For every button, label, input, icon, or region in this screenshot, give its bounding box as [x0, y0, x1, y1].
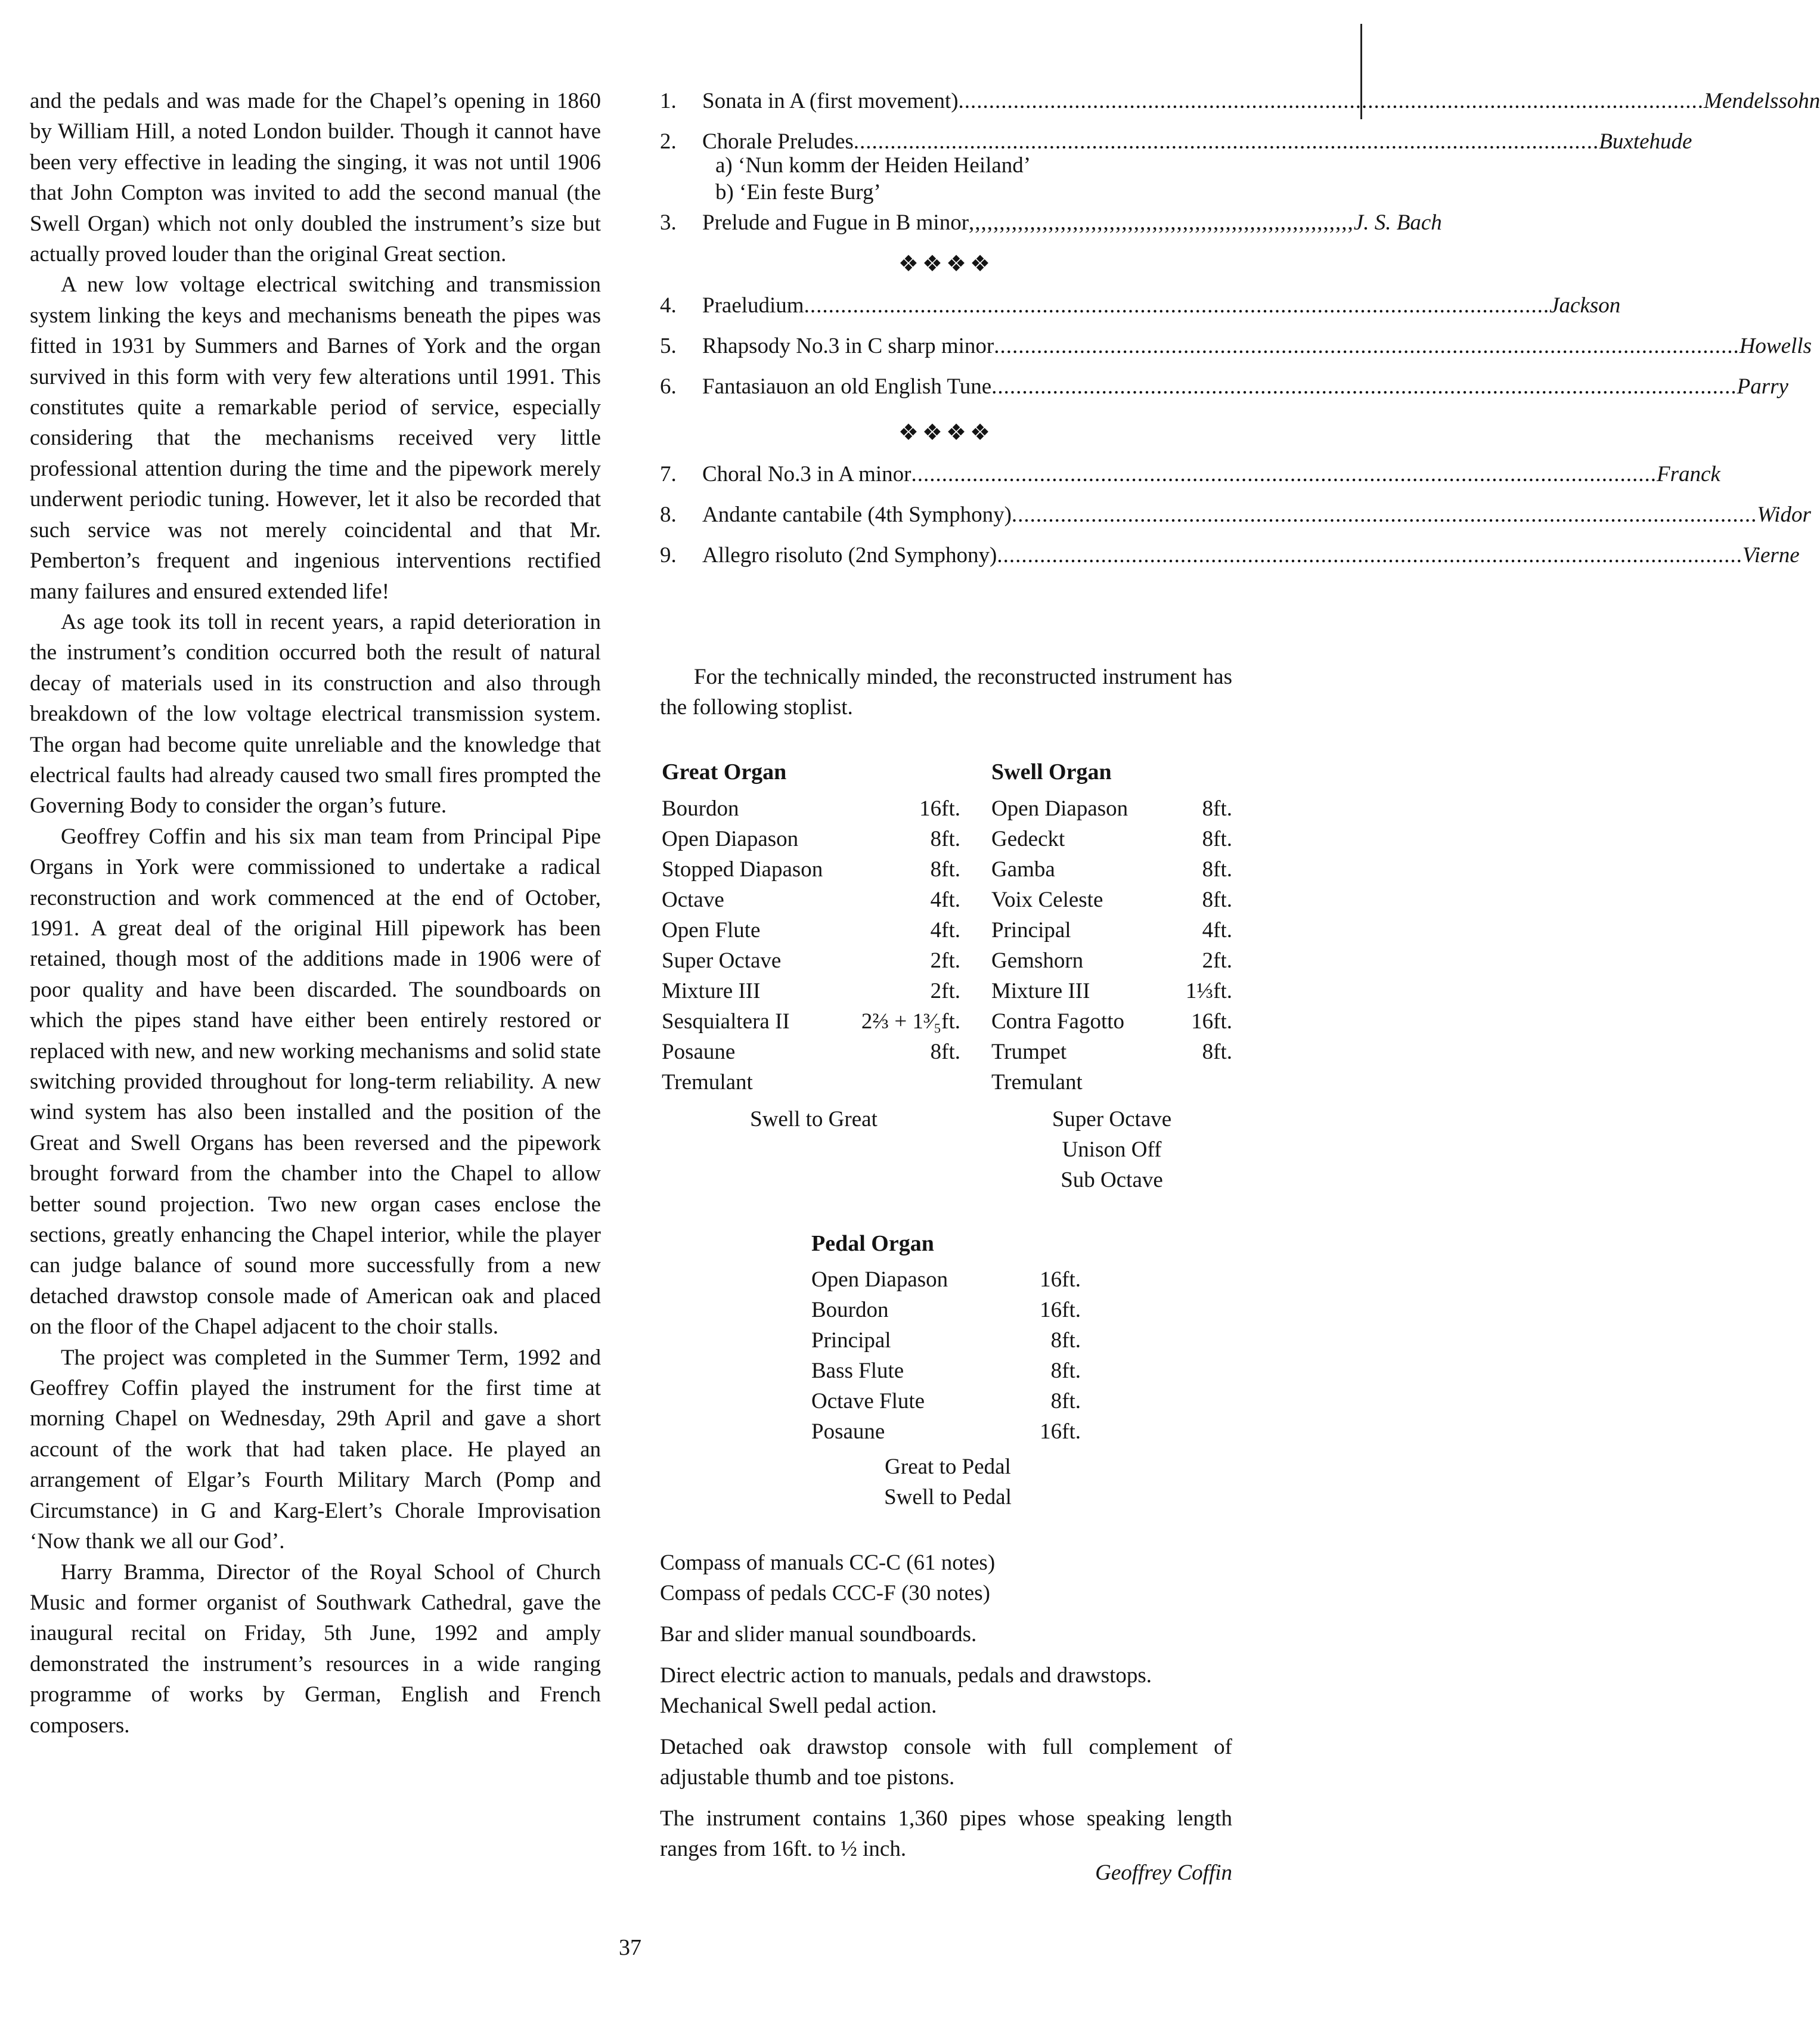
stop-row — [811, 1416, 1081, 1447]
paragraph-2: A new low voltage electrical switching and transmission system linking the keys and mechanisms beneath the pipes was fitted in 1931 by Summers and Barnes of York and the organ survived in this form with very few alterations until 1991. This constitutes quite a remarkable period of service, especially considering that the mechanisms received very little professional attention during the time and the pipework merely underwent periodic tuning. However, let it also be recorded that such service was not merely coincidental and that Mr. Pemberton’s frequent and ingenious interventions rectified many failures and ensured extended life! — [30, 272, 601, 604]
stop-row — [662, 885, 960, 915]
stop-name: Posaune — [811, 1419, 885, 1444]
stop-name: Posaune — [662, 1040, 736, 1064]
action-mechanical: Mechanical Swell pedal action. — [660, 1694, 937, 1718]
stop-size: 4ft. — [930, 918, 960, 943]
stop-row — [991, 793, 1232, 824]
composer: J. S. Bach — [1353, 210, 1442, 235]
stop-name: Gamba — [991, 857, 1055, 882]
section-ornament: ❖❖❖❖ — [898, 252, 994, 277]
compass-manuals: Compass of manuals CC-C (61 notes) — [660, 1551, 996, 1575]
stop-name: Open Flute — [662, 918, 761, 943]
stop-size: 8ft. — [930, 1040, 960, 1064]
programme-item: 7. Choral No.3 in A minor .......................................................................................................................... Franck — [660, 459, 1232, 489]
stop-name: Bass Flute — [811, 1359, 904, 1383]
action-electric: Direct electric action to manuals, pedals and drawstops. — [660, 1663, 1152, 1688]
item-number: 1. — [660, 89, 677, 113]
author-signature: Geoffrey Coffin — [1095, 1861, 1232, 1885]
stop-row — [991, 945, 1232, 976]
stop-row — [811, 1325, 1081, 1356]
coupler: Great to Pedal — [885, 1455, 1011, 1479]
composer: Jackson — [1549, 293, 1621, 318]
compass-block — [660, 1548, 1232, 1608]
stoplist-intro: For the technically minded, the reconstructed instrument has the following stoplist. — [660, 665, 1232, 720]
coupler: Sub Octave — [1061, 1168, 1163, 1192]
stop-size: 2⅔ + 1³⁄₅ft. — [861, 1009, 960, 1034]
stop-row — [991, 1006, 1232, 1037]
sub-piece: a) ‘Nun komm der Heiden Heiland’ — [715, 153, 1031, 178]
stop-name: Mixture III — [662, 979, 761, 1003]
stop-name: Principal — [991, 918, 1071, 943]
stop-name: Octave Flute — [811, 1389, 925, 1413]
stop-row — [662, 976, 960, 1006]
programme-item: 8. Andante cantabile (4th Symphony) .......................................................................................................................... Widor — [660, 500, 1232, 530]
programme-item: 4. Praeludium .......................................................................................................................... Jackson — [660, 290, 1232, 321]
item-number: 2. — [660, 129, 677, 154]
great-organ-heading: Great Organ — [662, 759, 787, 785]
paragraph-3: As age took its toll in recent years, a rapid deterioration in the instrument’s condition occurred both the result of natural decay of materials used in its construction and also through breakdown of the low voltage electrical transmission system. The organ had become quite unreliable and the knowledge that electrical faults had already caused two small fires prompted the Governing Body to consider the organ’s future. — [30, 609, 601, 819]
item-number: 4. — [660, 293, 677, 318]
paragraph-6: Harry Bramma, Director of the Royal School of Church Music and former organist of Southwark Cathedral, gave the inaugural recital on Friday, 5th June, 1992 and amply demonstrated the instrument’s resources in a wide ranging programme of works by German, English and French composers. — [30, 1560, 601, 1738]
item-number: 9. — [660, 543, 677, 568]
stop-size: 16ft. — [919, 796, 960, 821]
composer: Widor — [1757, 503, 1811, 527]
stop-size: 16ft. — [1191, 1009, 1232, 1034]
programme-item: 2. Chorale Preludes .......................................................................................................................... Buxtehude a) ‘Nun komm der Heiden Heiland’ b) ‘Ein feste Burg’ — [660, 126, 1232, 207]
stop-size: 16ft. — [1040, 1298, 1081, 1322]
stop-row — [662, 1067, 960, 1097]
stop-name: Sesquialtera II — [662, 1009, 790, 1034]
item-number: 5. — [660, 334, 677, 358]
pedal-couplers — [847, 1452, 1049, 1512]
compass-pedals: Compass of pedals CCC-F (30 notes) — [660, 1581, 990, 1605]
programme-item: 1. Sonata in A (first movement) .......................................................................................................................... Mendelssohn — [660, 86, 1232, 116]
composer: Buxtehude — [1599, 129, 1692, 154]
stop-row — [811, 1386, 1081, 1416]
organ-specifications — [660, 1548, 1232, 1875]
composer: Parry — [1737, 374, 1788, 399]
stop-row — [811, 1295, 1081, 1325]
stop-name: Stopped Diapason — [662, 857, 823, 882]
coupler: Swell to Pedal — [884, 1485, 1012, 1509]
stop-size: 2ft. — [1202, 948, 1232, 973]
stop-name: Octave — [662, 888, 724, 912]
article-left-column — [30, 86, 601, 1741]
programme-item: 3. Prelude and Fugue in B minor ,,,,,,,,,,,,,,,,,,,,,,,,,,,,,,,,,,,,,,,,,,,,,,,,,,,,,,,,,,,,,,, J. S. Bach — [660, 207, 1232, 238]
stop-size: 2ft. — [930, 979, 960, 1003]
stop-row — [991, 1037, 1232, 1067]
stop-name: Bourdon — [662, 796, 739, 821]
great-couplers — [703, 1104, 924, 1134]
item-number: 8. — [660, 503, 677, 527]
stop-name: Open Diapason — [662, 827, 799, 851]
stop-size: 8ft. — [930, 857, 960, 882]
piece-title: Andante cantabile (4th Symphony) — [702, 503, 1012, 527]
stop-name: Voix Celeste — [991, 888, 1103, 912]
stop-size: 8ft. — [930, 827, 960, 851]
piece-title: Allegro risoluto (2nd Symphony) — [702, 543, 997, 568]
stop-size: 8ft. — [1050, 1389, 1081, 1413]
stop-name: Tremulant — [662, 1070, 753, 1095]
stop-size: 1⅓ft. — [1185, 979, 1232, 1003]
stop-row — [662, 1037, 960, 1067]
stop-row — [662, 854, 960, 885]
stop-row — [991, 1067, 1232, 1097]
paragraph-1: and the pedals and was made for the Chapel’s opening in 1860 by William Hill, a noted London builder. Though it cannot have been very effective in leading the singing, it was not until 1906 that John Compton was invited to add the second manual (the Swell Organ) which not only doubled the instrument’s size but actually proved louder than the original Great section. — [30, 89, 601, 267]
composer: Mendelssohn — [1704, 89, 1820, 113]
swell-organ-heading: Swell Organ — [991, 759, 1112, 785]
pedal-organ-heading: Pedal Organ — [811, 1231, 934, 1256]
coupler: Swell to Great — [750, 1107, 878, 1131]
stop-row — [662, 915, 960, 945]
stop-row — [991, 824, 1232, 854]
piece-title: Prelude and Fugue in B minor — [702, 210, 969, 235]
stop-row — [662, 1006, 960, 1037]
stop-row — [991, 976, 1232, 1006]
item-number: 6. — [660, 374, 677, 399]
console-description: Detached oak drawstop console with full complement of adjustable thumb and toe pistons. — [660, 1735, 1232, 1790]
action-block — [660, 1660, 1232, 1721]
piece-title: Praeludium — [702, 293, 804, 318]
item-number: 7. — [660, 462, 677, 486]
composer: Howells — [1739, 334, 1812, 358]
soundboards: Bar and slider manual soundboards. — [660, 1622, 977, 1647]
paragraph-4: Geoffrey Coffin and his six man team from Principal Pipe Organs in York were commissioned to undertake a radical reconstruction and work commenced at the end of October, 1991. A great deal of the original Hill pipework has been retained, though most of the additions made in 1906 were of poor quality and have been discarded. The soundboards on which the pipes stand have either been entirely restored or replaced with new, and new working mechanisms and solid state switching provided throughout for long-term reliability. A new wind system has also been installed and the position of the Great and Swell Organs has been reversed and the pipework brought forward from the chamber into the Chapel to allow better sound projection. Two new organ cases enclose the sections, greatly enhancing the Chapel interior, while the player can judge balance of sound more successfully from a new detached drawstop console made of American oak and placed on the floor of the Chapel adjacent to the choir stalls. — [30, 824, 601, 1340]
stop-name: Gedeckt — [991, 827, 1065, 851]
stop-row — [811, 1264, 1081, 1295]
stop-row — [662, 824, 960, 854]
stop-name: Contra Fagotto — [991, 1009, 1125, 1034]
stop-name: Gemshorn — [991, 948, 1084, 973]
composer: Vierne — [1742, 543, 1800, 568]
stop-name: Mixture III — [991, 979, 1090, 1003]
stop-row — [991, 885, 1232, 915]
recital-programme — [660, 86, 1820, 571]
stop-name: Open Diapason — [991, 796, 1128, 821]
stop-row — [662, 945, 960, 976]
stop-name: Bourdon — [811, 1298, 889, 1322]
stop-row — [662, 793, 960, 824]
stop-name: Super Octave — [662, 948, 782, 973]
stop-size: 8ft. — [1050, 1359, 1081, 1383]
stop-row — [811, 1356, 1081, 1386]
sub-piece: b) ‘Ein feste Burg’ — [715, 180, 881, 204]
stop-size: 2ft. — [930, 948, 960, 973]
stop-size: 4ft. — [930, 888, 960, 912]
stop-row — [991, 854, 1232, 885]
stop-size: 4ft. — [1202, 918, 1232, 943]
piece-title: Chorale Preludes — [702, 129, 854, 154]
pipe-count: The instrument contains 1,360 pipes whose speaking length ranges from 16ft. to ½ inch. — [660, 1806, 1232, 1861]
programme-item: 6. Fantasiauon an old English Tune .......................................................................................................................... Parry — [660, 371, 1232, 402]
section-ornament: ❖❖❖❖ — [898, 420, 994, 445]
coupler: Unison Off — [1062, 1137, 1162, 1162]
stop-size: 8ft. — [1202, 857, 1232, 882]
item-number: 3. — [660, 210, 677, 235]
stop-size: 8ft. — [1202, 1040, 1232, 1064]
composer: Franck — [1656, 462, 1720, 486]
paragraph-5: The project was completed in the Summer Term, 1992 and Geoffrey Coffin played the instrument for the first time at morning Chapel on Wednesday, 29th April and gave a short account of the work that had taken place. He played an arrangement of Elgar’s Fourth Military March (Pomp and Circumstance) in G and Karg-Elert’s Chorale Improvisation ‘Now thank we all our God’. — [30, 1345, 601, 1554]
swell-couplers — [1013, 1104, 1210, 1195]
stop-size: 8ft. — [1202, 827, 1232, 851]
stop-size: 8ft. — [1202, 796, 1232, 821]
programme-item: 9. Allegro risoluto (2nd Symphony) .......................................................................................................................... Vierne — [660, 540, 1232, 571]
piece-title: Sonata in A (first movement) — [702, 89, 959, 113]
stop-size: 8ft. — [1202, 888, 1232, 912]
stop-row — [991, 915, 1232, 945]
stop-name: Tremulant — [991, 1070, 1083, 1095]
coupler: Super Octave — [1052, 1107, 1172, 1131]
stop-size: 8ft. — [1050, 1328, 1081, 1353]
piece-title: Fantasiauon an old English Tune — [702, 374, 992, 399]
stop-name: Trumpet — [991, 1040, 1067, 1064]
stop-name: Open Diapason — [811, 1267, 948, 1292]
stop-size: 16ft. — [1040, 1267, 1081, 1292]
page-number: 37 — [619, 1935, 641, 1960]
piece-title: Rhapsody No.3 in C sharp minor — [702, 334, 994, 358]
programme-item: 5. Rhapsody No.3 in C sharp minor .......................................................................................................................... Howells — [660, 331, 1232, 361]
stop-size: 16ft. — [1040, 1419, 1081, 1444]
stop-name: Principal — [811, 1328, 891, 1353]
piece-title: Choral No.3 in A minor — [702, 462, 911, 486]
